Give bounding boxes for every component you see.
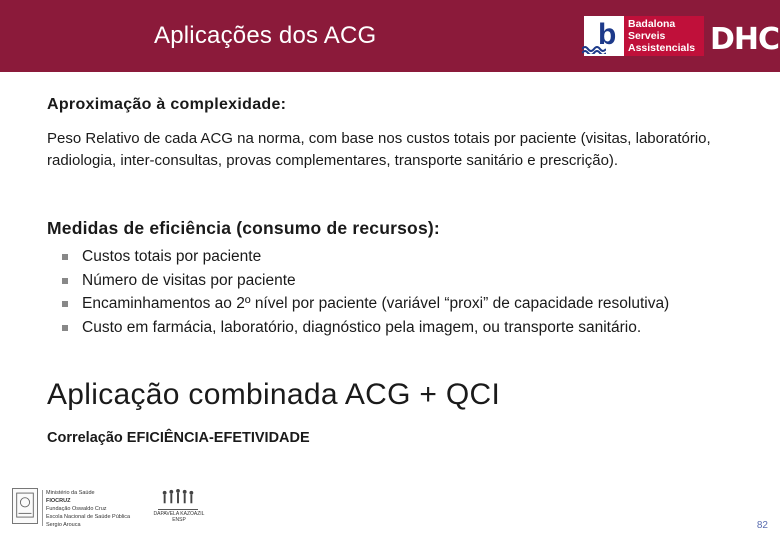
page-number: 82 [756, 520, 768, 531]
coat-of-arms-icon [12, 488, 38, 524]
ensp-logo [150, 486, 208, 532]
fiocruz-line-4: Escola Nacional de Saúde Pública Sergio Arouca [46, 514, 131, 528]
fiocruz-line-2: FIOCRUZ [46, 498, 71, 504]
list-item [60, 292, 750, 316]
list-item [60, 316, 750, 340]
badalona-line-1: Badalona [628, 18, 676, 30]
bullet-square-icon [62, 254, 68, 260]
badalona-dhc-logo [578, 12, 778, 60]
bullet-square-icon [62, 301, 68, 307]
correlation-subtitle: Correlação EFICIÊNCIA-EFETIVIDADE [47, 430, 310, 446]
badalona-line-2: Serveis [628, 30, 666, 42]
divider [42, 490, 43, 526]
b-logo-icon [584, 16, 624, 56]
list-item-text: Encaminhamentos ao 2º nível por paciente (variável “proxi” de capacidade resolutiva) [82, 295, 670, 312]
bullet-square-icon [62, 278, 68, 284]
people-figures-icon [158, 488, 198, 510]
b-logo-letter: b [598, 18, 617, 51]
list-item-text: Custo em farmácia, laboratório, diagnóstico pela imagem, ou transporte sanitário. [82, 318, 642, 336]
list-item [60, 245, 750, 269]
badalona-line-3: Assistencials [628, 42, 696, 54]
fiocruz-line-1: Ministério da Saúde [46, 490, 95, 496]
ensp-line-2: ENSP [172, 517, 186, 523]
complexity-paragraph: Peso Relativo de cada ACG na norma, com base nos custos totais por paciente (visitas, laboratório, radiologia, inter-consultas, provas complementares, transporte sanitário e prescrição). [47, 130, 711, 169]
efficiency-heading: Medidas de eficiência (consumo de recursos): [47, 218, 440, 238]
header-bar [0, 0, 780, 72]
list-item-text: Número de visitas por paciente [82, 271, 296, 289]
fiocruz-logo [12, 488, 142, 528]
bullet-square-icon [62, 325, 68, 331]
slide-title: Aplicações dos ACG [154, 22, 377, 49]
list-item [60, 269, 750, 293]
list-item-text: Custos totais por paciente [82, 248, 262, 265]
ensp-text [150, 511, 208, 523]
fiocruz-line-3: Fundação Oswaldo Cruz [46, 506, 107, 512]
fiocruz-text [46, 489, 146, 529]
ensp-line-1: DAPAVELA KAZOAZIL [153, 511, 205, 517]
complexity-heading: Aproximação à complexidade: [47, 96, 287, 113]
combined-application-heading: Aplicação combinada ACG + QCI [47, 378, 501, 411]
wave-icon [582, 44, 606, 54]
badalona-serveis-logo [624, 16, 704, 56]
efficiency-list [60, 245, 750, 339]
dhc-logo: DHC [710, 22, 780, 57]
